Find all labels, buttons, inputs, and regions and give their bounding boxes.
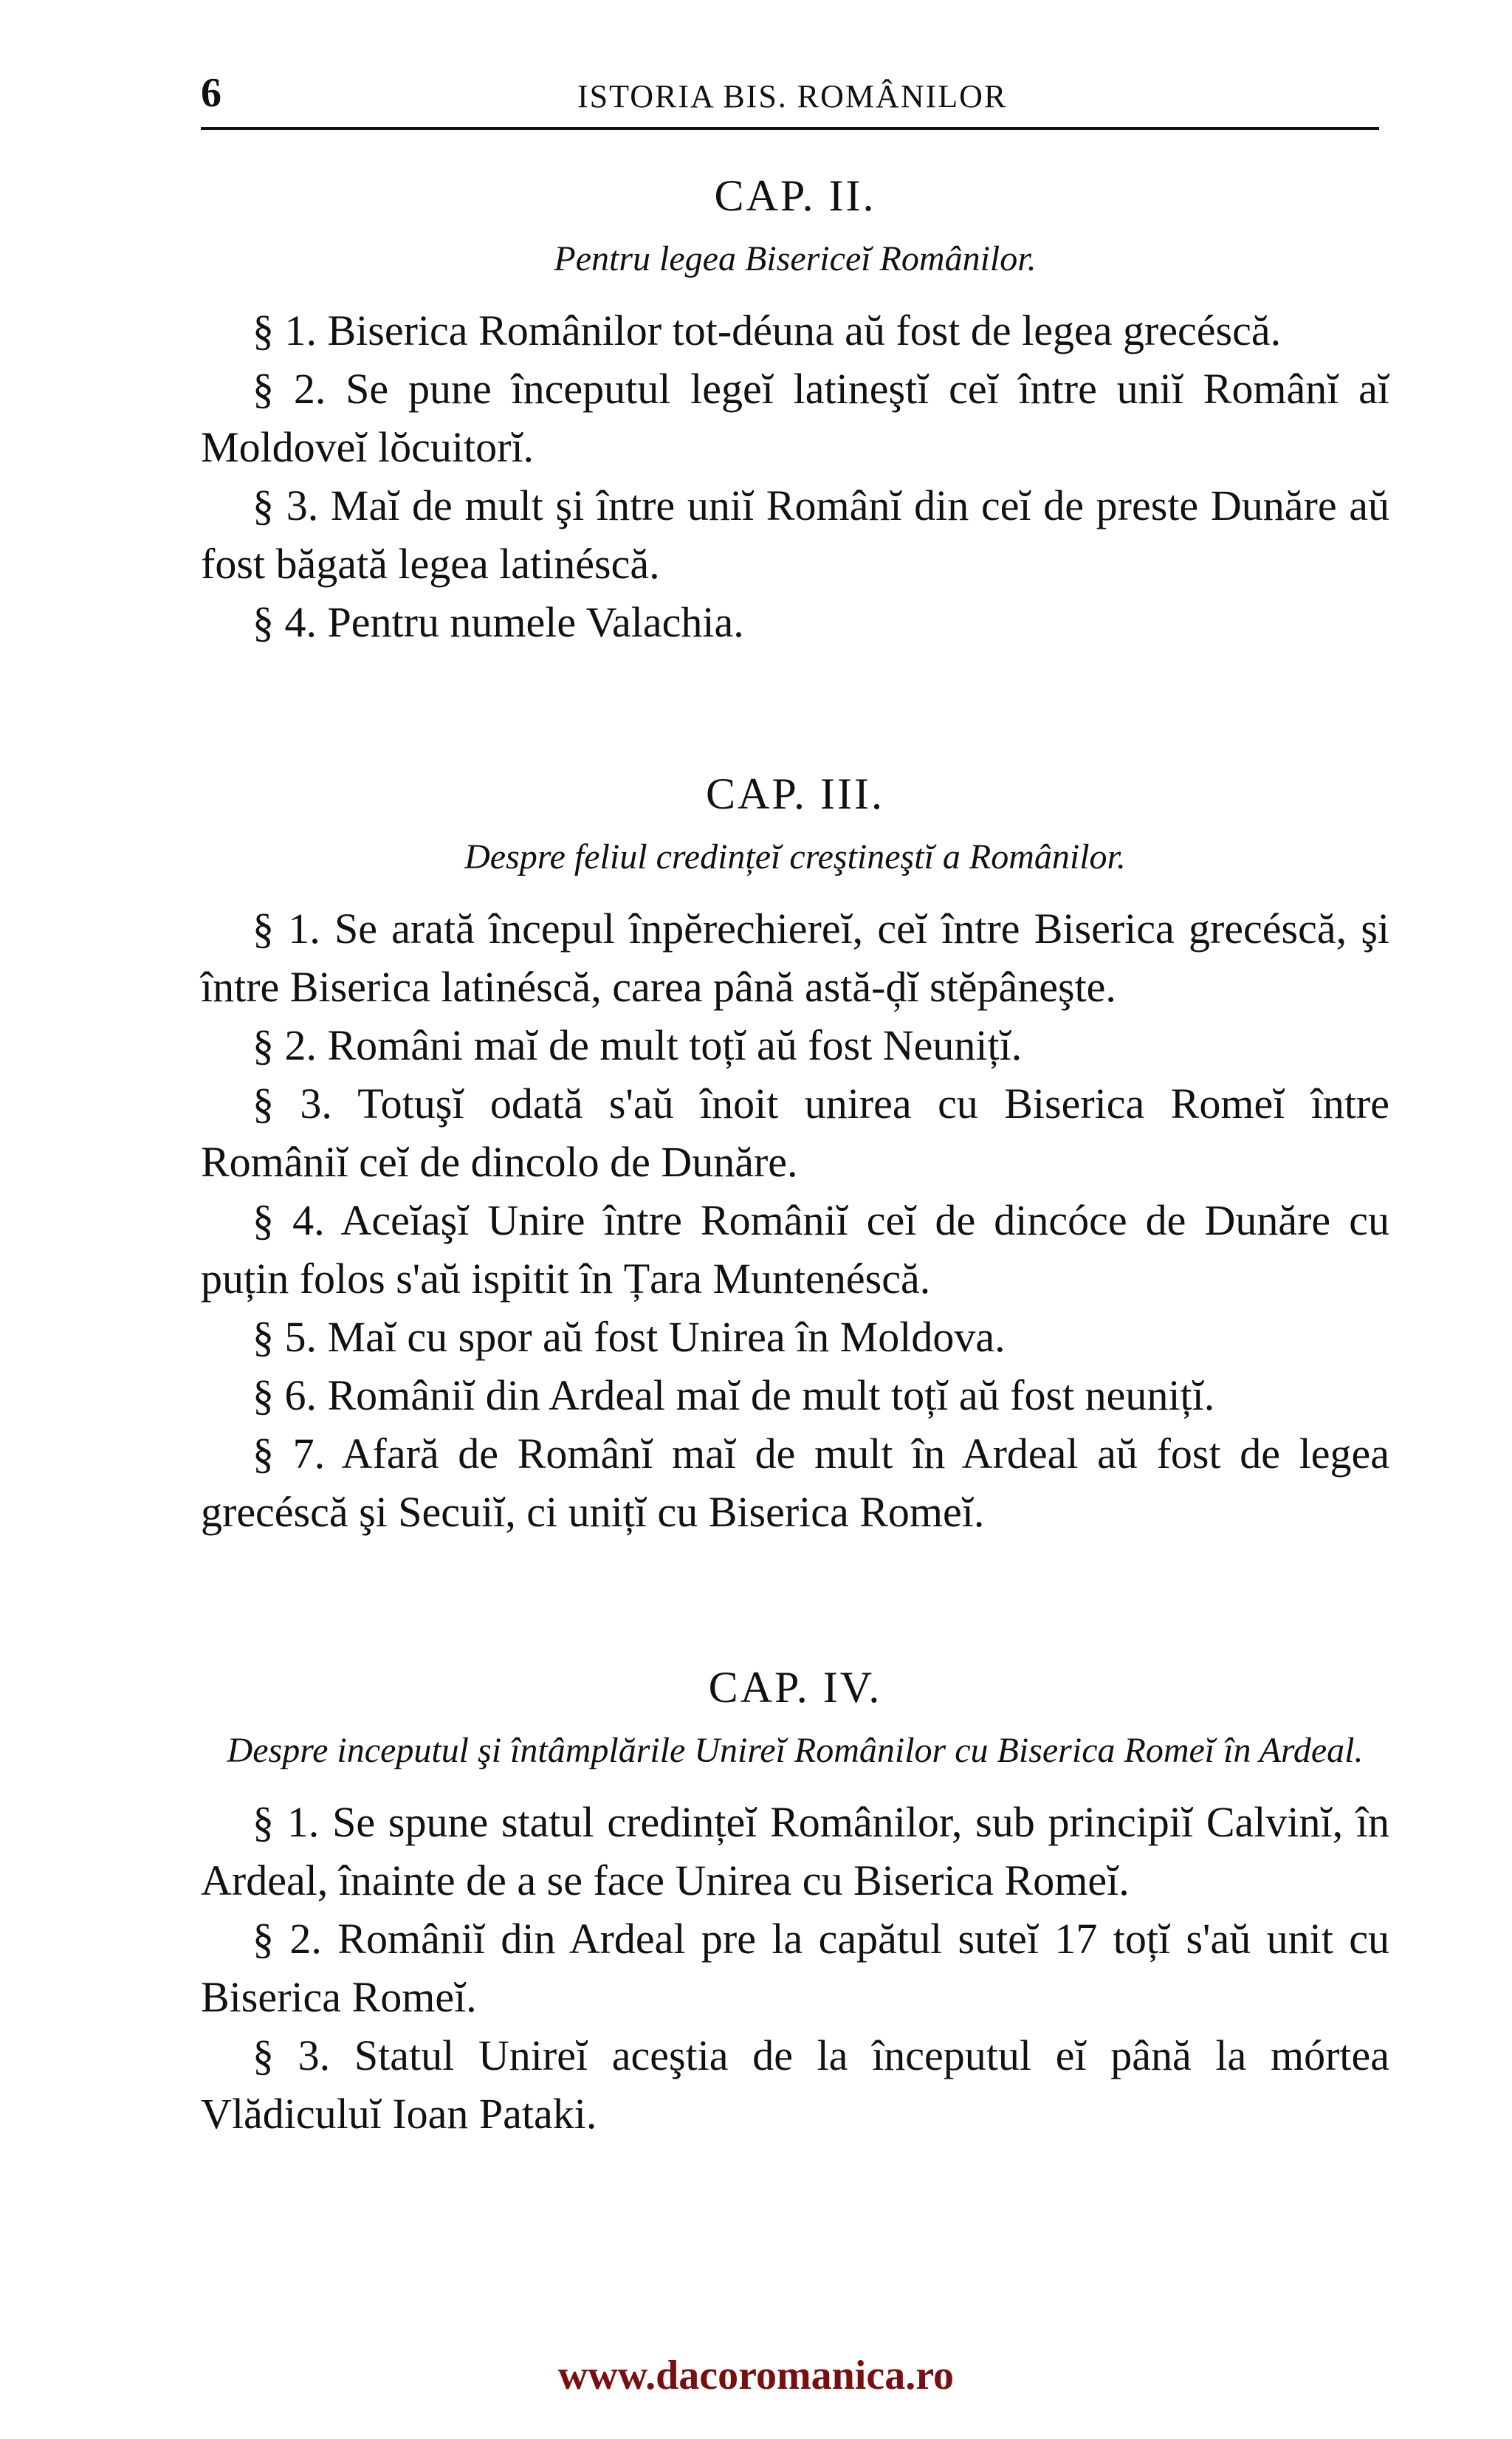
- chapter-title: CAP. II.: [714, 171, 876, 220]
- running-title: ISTORIA BIS. ROMÂNILOR: [577, 78, 1008, 114]
- chapter-3: [201, 768, 1389, 1541]
- paragraph: § 2. Româniĭ din Ardeal pre la capătul suteĭ 17 toțĭ s'aŭ unit cu Biserica Romeĭ.: [201, 1915, 1389, 2021]
- paragraph: § 1. Se arată începul înpĕrechiereĭ, ceĭ între Biserica grecéscă, şi între Biserica latinéscă, carea până astă-ḑĭ stĕpâneşte.: [201, 905, 1389, 1011]
- page-number: 6: [201, 70, 221, 116]
- paragraph: § 1. Biserica Românilor tot-déuna aŭ fost de legea grecéscă.: [252, 306, 1282, 354]
- paragraph: § 7. Afară de Românĭ maĭ de mult în Ardeal aŭ fost de legea grecéscă şi Secuiĭ, ci unițĭ cu Biserica Romeĭ.: [201, 1430, 1389, 1536]
- chapter-subtitle: Pentru legea Bisericeĭ Românilor.: [554, 239, 1037, 278]
- paragraph: § 3. Statul Unireĭ aceştia de la începutul eĭ până la mórtea Vlădiculuĭ Ioan Pataki.: [201, 2031, 1389, 2138]
- paragraph: § 3. Totuşĭ odată s'aŭ înoit unirea cu Biserica Romeĭ între Româniĭ ceĭ de dincolo de Dunăre.: [201, 1080, 1389, 1186]
- watermark-link[interactable]: www.dacoromanica.ro: [557, 2353, 955, 2398]
- page-header: [201, 71, 1379, 130]
- paragraph: § 6. Româniĭ din Ardeal maĭ de mult toțĭ aŭ fost neunițĭ.: [252, 1371, 1215, 1419]
- paragraph: § 2. Români maĭ de mult toțĭ aŭ fost Neunițĭ.: [252, 1021, 1023, 1069]
- paragraph: § 1. Se spune statul credințeĭ Românilor, sub principiĭ Calvinĭ, în Ardeal, înainte de a se face Unirea cu Biserica Romeĭ.: [201, 1798, 1389, 1904]
- header-rule: [201, 127, 1379, 130]
- paragraph: § 4. Aceĭaşĭ Unire între Româniĭ ceĭ de dincóce de Dunăre cu puțin folos s'aŭ ispitit în Țara Muntenéscă.: [201, 1196, 1389, 1303]
- paragraph: § 3. Maĭ de mult şi între uniĭ Românĭ din ceĭ de preste Dunăre aŭ fost băgată legea latinéscă.: [201, 481, 1389, 588]
- chapter-subtitle: Despre inceputul şi întâmplările Unireĭ Românilor cu Biserica Romeĭ în Ardeal.: [227, 1731, 1364, 1770]
- chapter-subtitle: Despre feliul credințeĭ creştineştĭ a Românilor.: [464, 837, 1126, 877]
- chapter-title: CAP. IV.: [708, 1663, 882, 1712]
- paragraph: § 4. Pentru numele Valachia.: [252, 598, 744, 646]
- chapter-title: CAP. III.: [705, 769, 884, 818]
- chapter-2: [201, 170, 1389, 651]
- chapter-4: [201, 1661, 1389, 2143]
- paragraph: § 5. Maĭ cu spor aŭ fost Unirea în Moldova.: [252, 1313, 1006, 1361]
- paragraph: § 2. Se pune începutul legeĭ latineştĭ ceĭ între uniĭ Românĭ aĭ Moldoveĭ lŏcuitorĭ.: [201, 365, 1389, 471]
